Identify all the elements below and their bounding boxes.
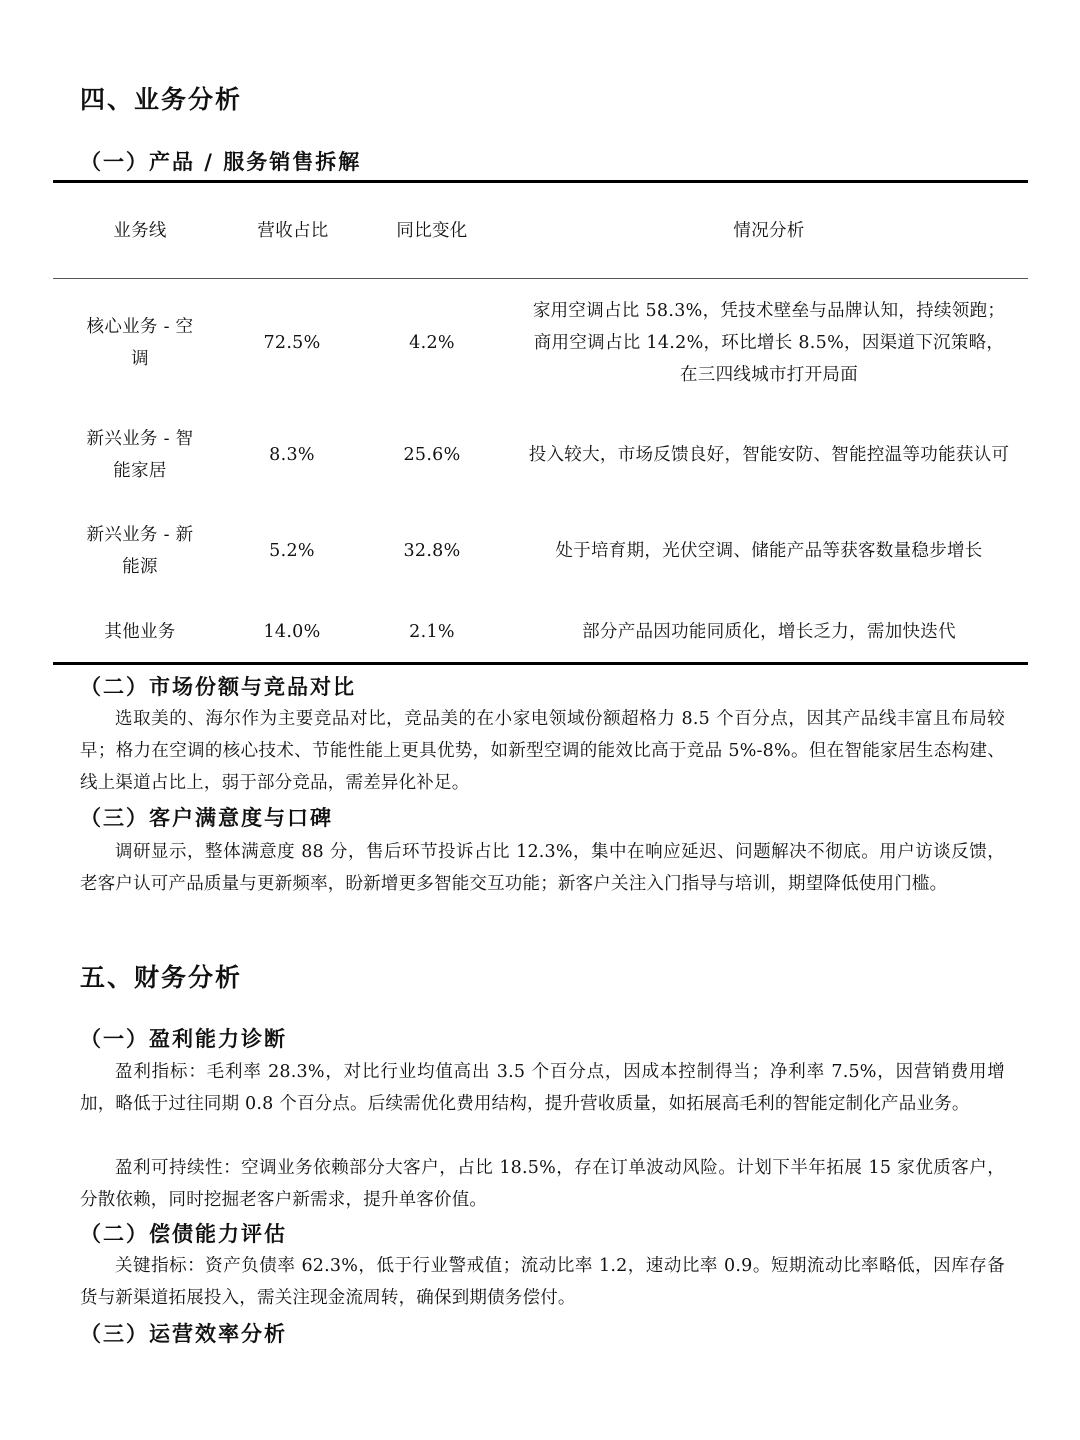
row-yoy-change: 32.8% <box>403 541 461 561</box>
table-header-rule <box>53 278 1028 279</box>
header-analysis: 情况分析 <box>733 221 805 241</box>
header-revenue-share <box>234 215 352 247</box>
header-revenue-share-text: 营收占比 <box>257 221 329 241</box>
row-yoy-change: 25.6% <box>403 445 461 465</box>
section-5-title: 五、财务分析 <box>80 963 243 992</box>
section-5-2-title: （二）偿债能力评估 <box>80 1221 287 1246</box>
row-business-line-text: 核心业务 - 空调 <box>86 317 194 369</box>
profitability-paragraph: 盈利指标：毛利率 28.3%，对比行业均值高出 3.5 个百分点，因成本控制得当；净利率 7.5%，因营销费用增加，略低于过往同期 0.8 个百分点。后续需优化费用结构，提升营收质量，如拓展高毛利的智能定制化产品业务。 <box>80 1062 1005 1114</box>
section-4-title: 四、业务分析 <box>80 85 243 114</box>
row-revenue-share: 14.0% <box>263 622 321 642</box>
row-revenue-share: 5.2% <box>269 541 315 561</box>
row-business-line-text: 新兴业务 - 新能源 <box>86 525 194 577</box>
table-bottom-rule <box>53 662 1028 665</box>
row-revenue-share: 8.3% <box>269 445 315 465</box>
profit-sustainability-paragraph: 盈利可持续性：空调业务依赖部分大客户，占比 18.5%，存在订单波动风险。计划下半年拓展 15 家优质客户，分散依赖，同时挖掘老客户新需求，提升单客价值。 <box>80 1158 1005 1210</box>
row-analysis: 部分产品因功能同质化，增长乏力，需加快迭代 <box>582 622 956 642</box>
market-share-paragraph: 选取美的、海尔作为主要竞品对比，竞品美的在小家电领域份额超格力 8.5 个百分点，因其产品线丰富且布局较早；格力在空调的核心技术、节能性能上更具优势，如新型空调的能效比高于竞品 5%-8%。但在智能家居生态构建、线上渠道占比上，弱于部分竞品，需差异化补足。 <box>80 709 1006 793</box>
section-4-3-title: （三）客户满意度与口碑 <box>80 805 333 830</box>
row-business-line <box>70 519 210 583</box>
row-business-line <box>70 311 210 375</box>
section-5-3-title: （三）运营效率分析 <box>80 1321 287 1346</box>
row-analysis: 处于培育期，光伏空调、储能产品等获客数量稳步增长 <box>555 541 983 561</box>
row-analysis: 家用空调占比 58.3%，凭技术壁垒与品牌认知，持续领跑；商用空调占比 14.2%，环比增长 8.5%，因渠道下沉策略，在三四线城市打开局面 <box>532 301 1006 385</box>
row-yoy-change: 4.2% <box>409 333 455 353</box>
row-revenue-share: 72.5% <box>263 333 321 353</box>
solvency-paragraph: 关键指标：资产负债率 62.3%，低于行业警戒值；流动比率 1.2，速动比率 0.9。短期流动比率略低，因库存备货与新渠道拓展投入，需关注现金流周转，确保到期债务偿付。 <box>80 1256 1005 1308</box>
header-yoy-change: 同比变化 <box>396 221 468 241</box>
row-business-line-text: 新兴业务 - 智能家居 <box>86 429 194 481</box>
section-4-1-title: （一）产品 / 服务销售拆解 <box>80 149 362 174</box>
customer-satisfaction-paragraph: 调研显示，整体满意度 88 分，售后环节投诉占比 12.3%，集中在响应延迟、问题解决不彻底。用户访谈反馈，老客户认可产品质量与更新频率，盼新增更多智能交互功能；新客户关注入门指导与培训，期望降低使用门槛。 <box>80 842 1005 894</box>
row-analysis: 投入较大，市场反馈良好，智能安防、智能控温等功能获认可 <box>528 445 1010 465</box>
header-business-line: 业务线 <box>113 221 167 241</box>
table-top-rule <box>53 180 1028 183</box>
row-business-line: 其他业务 <box>104 622 176 642</box>
section-4-2-title: （二）市场份额与竞品对比 <box>80 674 356 699</box>
row-yoy-change: 2.1% <box>409 622 455 642</box>
section-5-1-title: （一）盈利能力诊断 <box>80 1026 287 1051</box>
row-business-line <box>70 423 210 487</box>
